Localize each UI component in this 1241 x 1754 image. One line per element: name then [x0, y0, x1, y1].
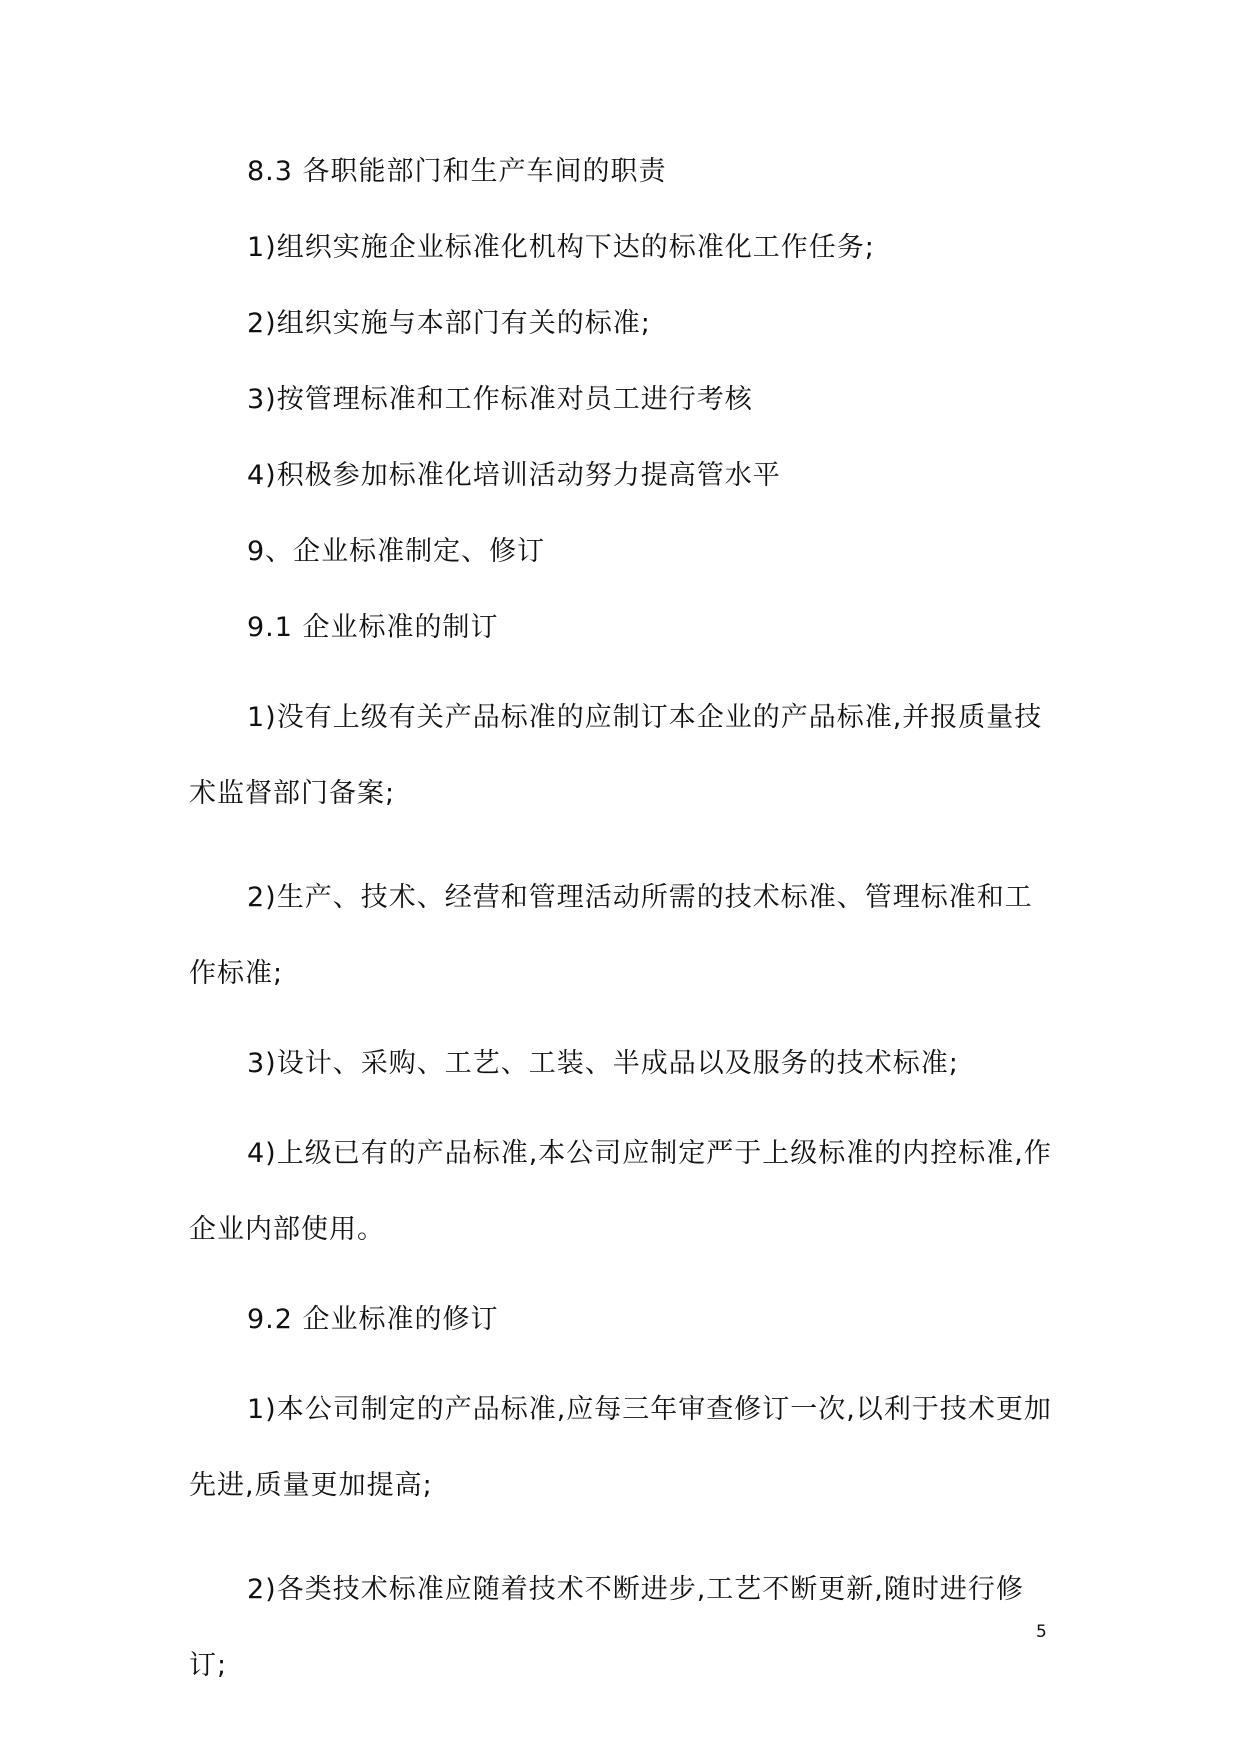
paragraph-9-1-item-2: 2)生产、技术、经营和管理活动所需的技术标准、管理标准和工作标准;	[189, 882, 1033, 989]
paragraph-8-3-item-2: 2)组织实施与本部门有关的标准;	[247, 308, 651, 339]
page-number: 5	[1036, 1622, 1047, 1642]
paragraph-8-3-item-4: 4)积极参加标准化培训活动努力提高管水平	[247, 460, 781, 491]
paragraph-9-1-item-3: 3)设计、采购、工艺、工装、半成品以及服务的技术标准;	[247, 1048, 959, 1079]
section-heading-8-3: 8.3 各职能部门和生产车间的职责	[247, 156, 667, 187]
paragraph-9-2-item-2: 2)各类技术标准应随着技术不断进步,工艺不断更新,随时进行修订;	[189, 1574, 1024, 1681]
paragraph-9-1-item-1: 1)没有上级有关产品标准的应制订本企业的产品标准,并报质量技术监督部门备案;	[189, 702, 1043, 809]
paragraph-9-2-item-1: 1)本公司制定的产品标准,应每三年审查修订一次,以利于技术更加先进,质量更加提高;	[189, 1394, 1052, 1501]
paragraph-8-3-item-3: 3)按管理标准和工作标准对员工进行考核	[247, 384, 753, 415]
paragraph-9-1-item-4: 4)上级已有的产品标准,本公司应制定严于上级标准的内控标准,作企业内部使用。	[189, 1138, 1052, 1245]
section-heading-9: 9、企业标准制定、修订	[247, 536, 546, 567]
section-heading-9-2: 9.2 企业标准的修订	[247, 1304, 499, 1335]
paragraph-8-3-item-1: 1)组织实施企业标准化机构下达的标准化工作任务;	[247, 232, 875, 263]
section-heading-9-1: 9.1 企业标准的制订	[247, 612, 499, 643]
document-body	[189, 148, 1059, 1732]
